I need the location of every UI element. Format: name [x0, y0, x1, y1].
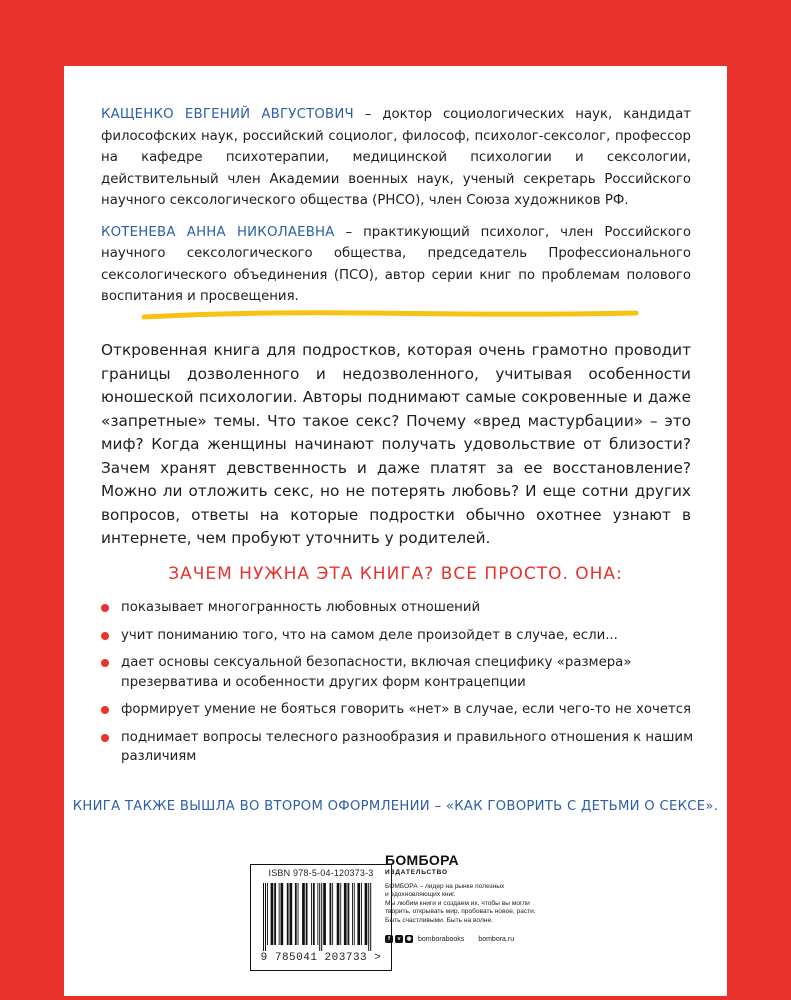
- authors-section: [101, 104, 691, 308]
- book-description: Откровенная книга для подростков, которая очень грамотно проводит границы дозволенного и недозволенного, учитывая особенности юношеской психологии. Авторы поднимают самые сокровенные и даже «запретные» темы. Что такое секс? Почему «вред мастурбации» – это миф? Когда женщины начинают получать удовольствие от близости? Зачем хранят девственность и даже платят за ее восстановление? Можно ли отложить секс, но не потерять любовь? И еще сотни других вопросов, ответы на которые подростки обычно охотнее узнают в интернете, чем пробуют уточнить у родителей.: [101, 341, 691, 547]
- blurb-line: и вдохновляющих книг.: [385, 891, 456, 899]
- social-icons: [385, 935, 413, 943]
- publisher-footer: [385, 935, 615, 943]
- isbn-label: ISBN 978-5-04-120373-3: [268, 868, 374, 878]
- bullet-dot-icon: [101, 604, 109, 612]
- list-item-text: учит пониманию того, что на самом деле произойдет в случае, если...: [121, 627, 618, 643]
- author-1-name: КАЩЕНКО ЕВГЕНИЙ АВГУСТОВИЧ: [101, 107, 354, 122]
- bullet-dot-icon: [101, 659, 109, 667]
- social-network-icon: f: [385, 935, 393, 943]
- author-2-name: КОТЕНЕВА АННА НИКОЛАЕВНА: [101, 224, 335, 240]
- why-heading: ЗАЧЕМ НУЖНА ЭТА КНИГА? ВСЕ ПРОСТО. ОНА:: [168, 564, 623, 584]
- author-1: [101, 104, 691, 212]
- list-item: [101, 700, 711, 720]
- bullet-dot-icon: [101, 632, 109, 640]
- isbn-digits: 9 785041 203733 >: [260, 952, 382, 964]
- publisher-block: [385, 853, 615, 943]
- list-item-text: поднимает вопросы телесного разнообразия и правильного отношения к нашим различиям: [121, 729, 694, 764]
- list-item-text: дает основы сексуальной безопасности, включая специфику «размера» презерватива и особенности других форм контрацепции: [121, 655, 632, 690]
- social-network-icon: v: [395, 935, 403, 943]
- barcode-icon: [261, 883, 381, 951]
- author-2: [101, 222, 691, 308]
- publisher-handle: bomborabooks: [418, 935, 465, 943]
- bullet-dot-icon: [101, 706, 109, 714]
- back-cover-sheet: [64, 66, 727, 996]
- list-item: [101, 598, 711, 618]
- blurb-line: творить, открывать мир, пробовать новое, расти.: [385, 908, 536, 916]
- also-published-note: КНИГА ТАКЖЕ ВЫШЛА ВО ВТОРОМ ОФОРМЛЕНИИ – «КАК ГОВОРИТЬ С ДЕТЬМИ О СЕКСЕ».: [72, 799, 719, 814]
- publisher-logo: БОМБОРА: [385, 852, 459, 868]
- list-item: [101, 626, 711, 646]
- list-item: [101, 653, 711, 692]
- bullet-dot-icon: [101, 734, 109, 742]
- yellow-divider-stroke: [140, 308, 640, 322]
- publisher-subtitle: ИЗДАТЕЛЬСТВО: [385, 869, 448, 876]
- list-item-text: формирует умение не бояться говорить «нет» в случае, если чего-то не хочется: [121, 702, 692, 717]
- publisher-blurb: [385, 883, 615, 925]
- social-network-icon: ◉: [406, 936, 412, 943]
- benefits-list: [101, 598, 711, 775]
- author-2-bio: – практикующий психолог, член Российского научного сексологического общества, председатель Профессионального сексологического объединения (ПСО), автор серии книг по проблемам полового воспитания и просвещения.: [101, 224, 691, 304]
- isbn-barcode-box: [250, 864, 392, 971]
- list-item: [101, 728, 711, 767]
- blurb-line: Быть счастливыми. Быть на волне.: [385, 916, 493, 924]
- publisher-site: bombora.ru: [478, 935, 515, 943]
- blurb-line: БОМБОРА – лидер на рынке полезных: [385, 883, 505, 890]
- author-1-bio: – доктор социологических наук, кандидат философских наук, российский социолог, философ, психолог-сексолог, профессор на кафедре психотерапии, медицинской психологии и сексологии, действительный член Академии военных наук, ученый секретарь Российского научного сексологического общества (РНСО), член Союза художников РФ.: [101, 107, 691, 208]
- list-item-text: показывает многогранность любовных отношений: [121, 600, 481, 615]
- blurb-line: Мы любим книги и создаем их, чтобы вы могли: [385, 899, 530, 907]
